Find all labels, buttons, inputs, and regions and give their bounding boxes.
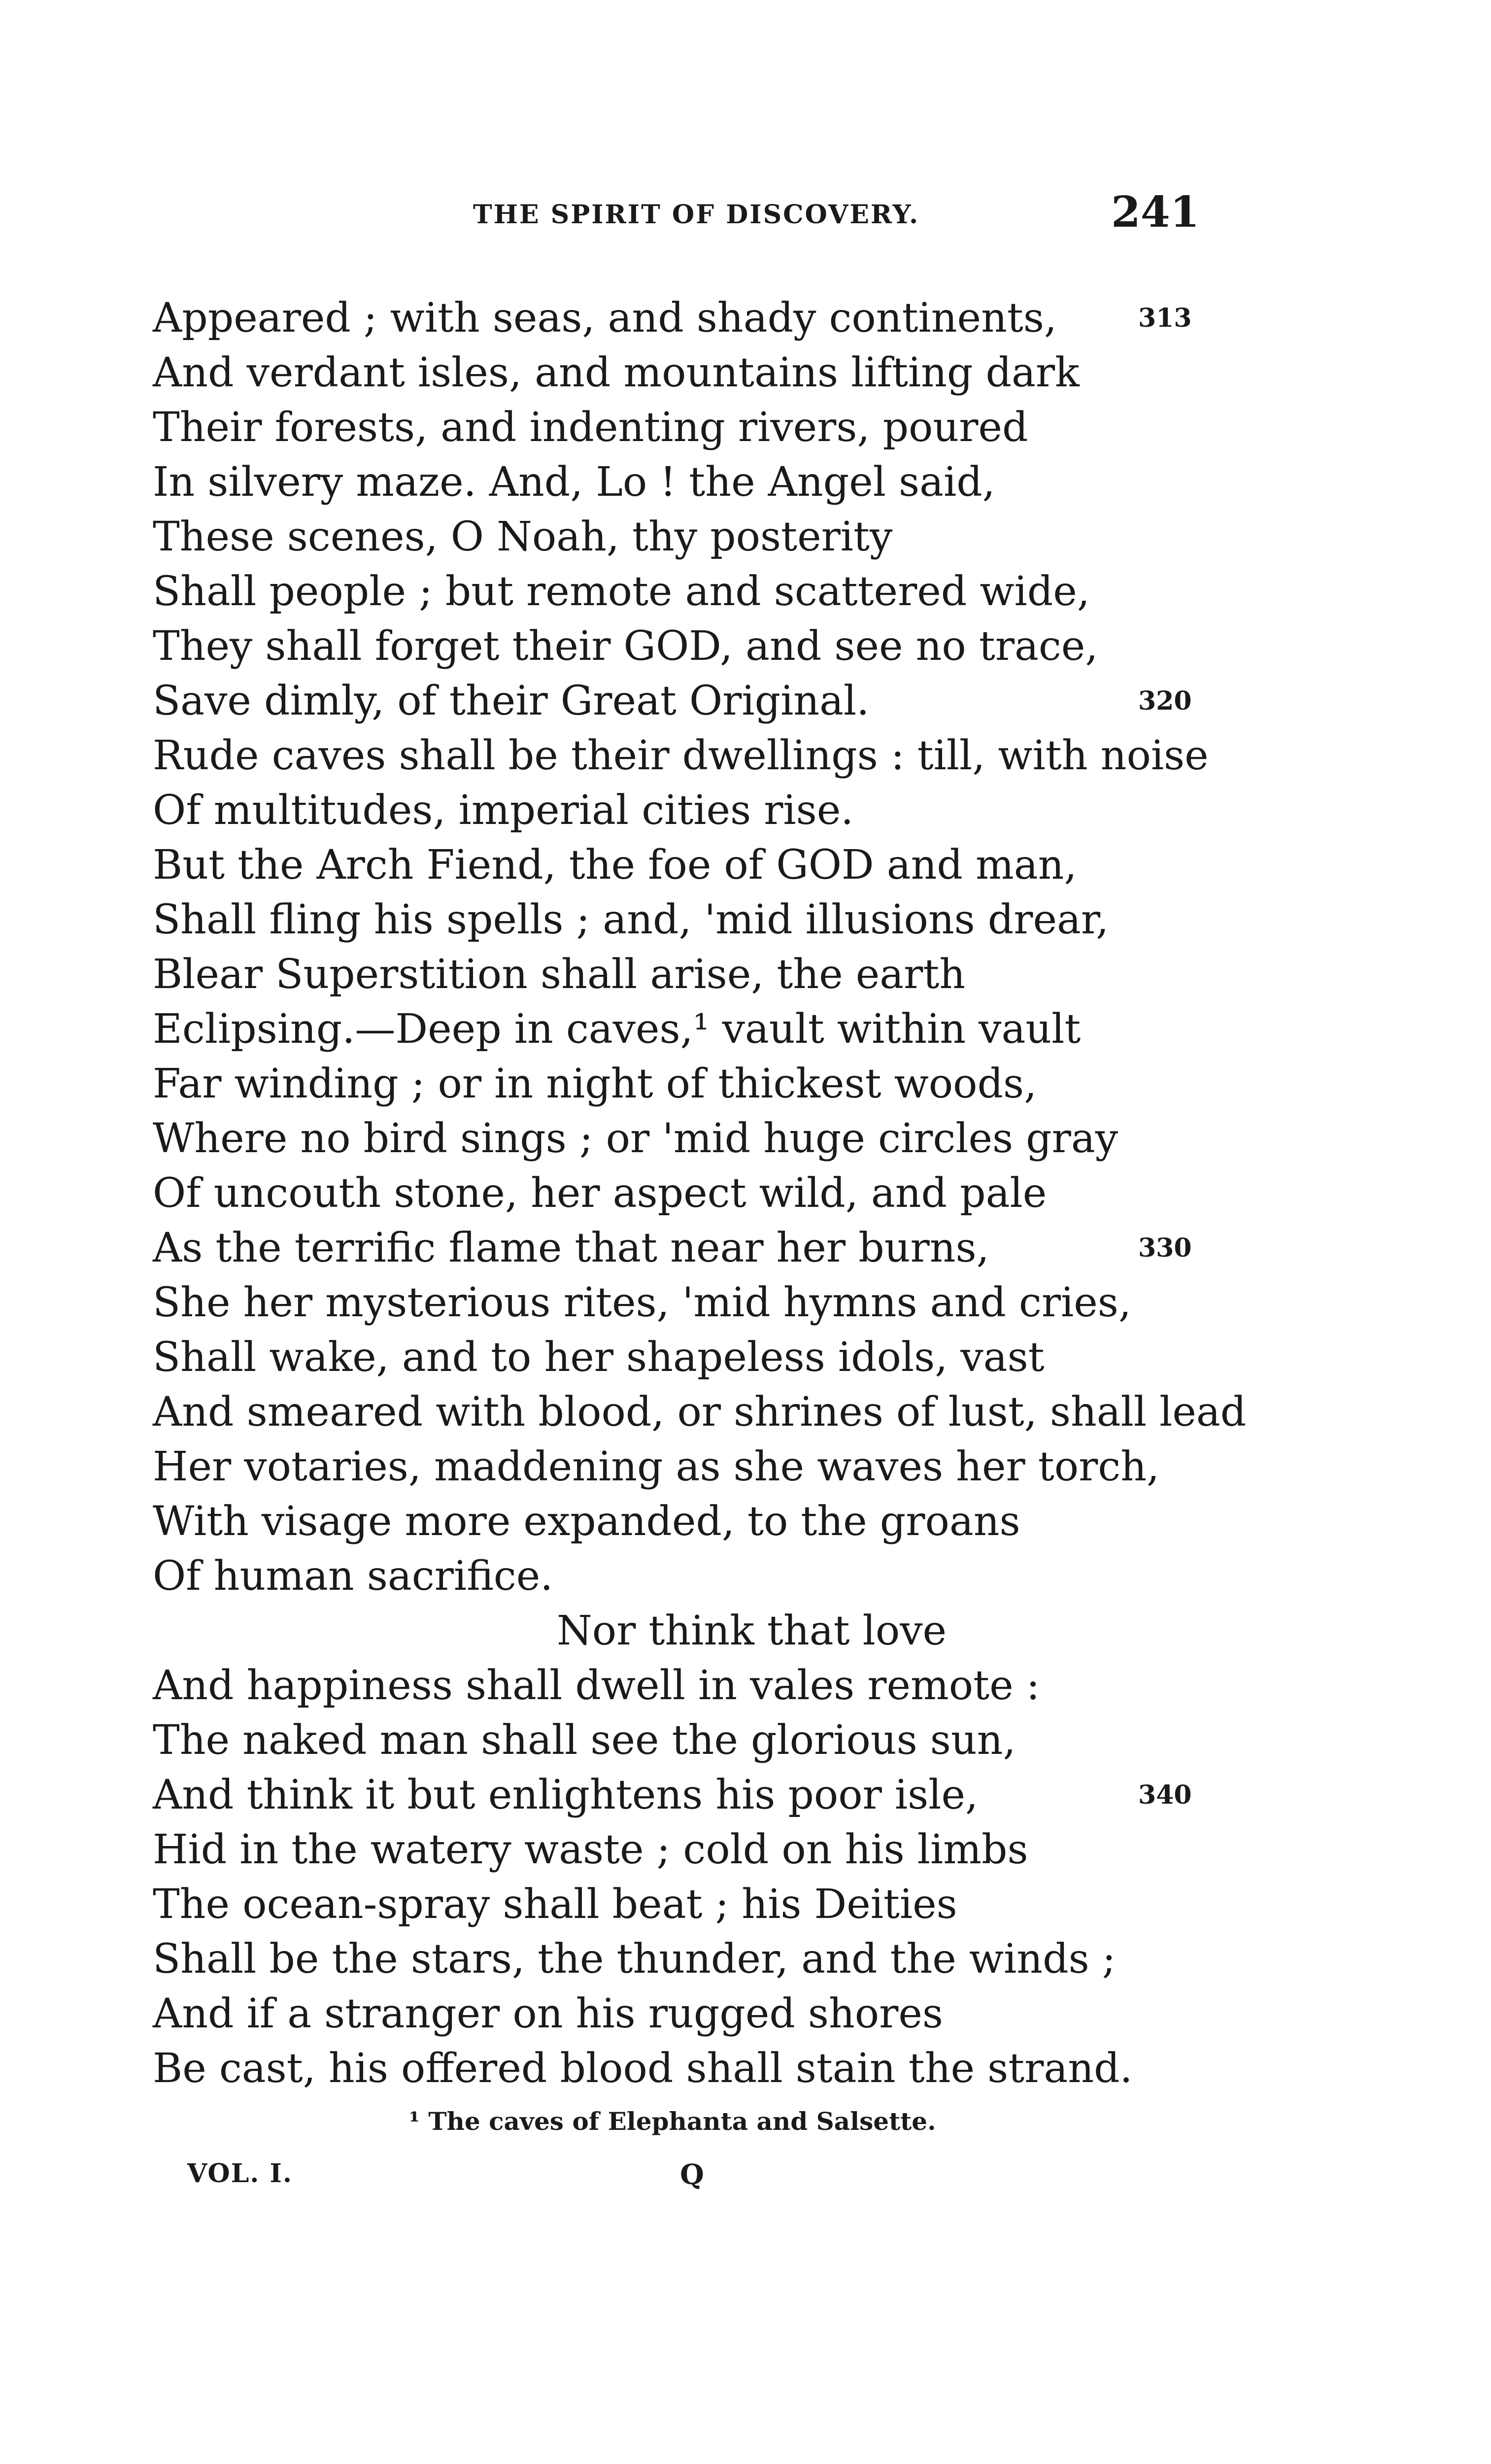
poem-line-text: Be cast, his offered blood shall stain the strand. [153,2045,1133,2092]
poem-line [153,1822,1335,1877]
poem-line-text: With visage more expanded, to the groans [153,1498,1020,1545]
poem-line [153,291,1335,345]
poem-line [153,1330,1335,1385]
poem-line [153,1604,1335,1658]
poem-line-text: Eclipsing.—Deep in caves,¹ vault within vault [153,1006,1081,1053]
poem-line-text: The naked man shall see the glorious sun, [153,1717,1016,1764]
poem-line [153,1221,1335,1275]
poem-line-text: Shall wake, and to her shapeless idols, vast [153,1334,1045,1381]
poem-line-text: Far winding ; or in night of thickest woods, [153,1061,1037,1107]
poem-line-text: And smeared with blood, or shrines of lust, shall lead [153,1389,1247,1436]
poem-line-text: Nor think that love [557,1608,947,1654]
poem-line-text: In silvery maze. And, Lo ! the Angel said, [153,459,995,506]
poem-line [153,1986,1335,2041]
poem-line [153,1549,1335,1604]
signature-mark: Q [680,2158,704,2191]
poem-line [153,728,1335,783]
poem-line-text: And if a stranger on his rugged shores [153,1990,943,2037]
poem-line-text: They shall forget their GOD, and see no trace, [153,623,1098,670]
poem-line-text: Save dimly, of their Great Original. [153,678,870,724]
poem-line [153,947,1335,1002]
poem-line [153,1166,1335,1221]
poem-line [153,2041,1335,2096]
poem-line-text: Of multitudes, imperial cities rise. [153,787,854,834]
poem-line-text: Of human sacrifice. [153,1553,553,1600]
poem-line [153,1002,1335,1057]
poem-line-text: As the terrific flame that near her burns, [153,1225,989,1271]
poem-line [153,400,1335,455]
poem-line [153,1932,1335,1986]
poem-line-text: Their forests, and indenting rivers, poured [153,404,1028,451]
poem-line [153,1111,1335,1166]
poem-line-text: The ocean-spray shall beat ; his Deities [153,1881,957,1928]
poem-line-text: Shall fling his spells ; and, 'mid illusions drear, [153,896,1109,943]
poem-line [153,1275,1335,1330]
poem-line [153,1057,1335,1111]
poem-line [153,619,1335,674]
poem-line-text: And think it but enlightens his poor isle, [153,1772,979,1818]
poem-line [153,1385,1335,1439]
poem-line-text: Shall people ; but remote and scattered wide, [153,568,1090,615]
page-number: 241 [1111,187,1200,237]
poem-line [153,674,1335,728]
poem-line [153,1494,1335,1549]
poem-line-text: But the Arch Fiend, the foe of GOD and man, [153,842,1077,889]
poem-line-text: Hid in the watery waste ; cold on his limbs [153,1826,1028,1873]
poem-line [153,1439,1335,1494]
poem-line-text: Rude caves shall be their dwellings : till, with noise [153,732,1209,779]
footnote: ¹ The caves of Elephanta and Salsette. [409,2107,936,2136]
poem-line [153,1877,1335,1932]
poem-line [153,1713,1335,1768]
poem-line-text: And verdant isles, and mountains lifting dark [153,349,1080,396]
poem-line-text: Where no bird sings ; or 'mid huge circles gray [153,1115,1118,1162]
poem-body [153,291,1335,2096]
line-number: 330 [1138,1233,1192,1263]
running-title: THE SPIRIT OF DISCOVERY. [473,200,920,230]
poem-line-text: Shall be the stars, the thunder, and the winds ; [153,1936,1116,1983]
poem-line-text: Blear Superstition shall arise, the earth [153,951,966,998]
line-number: 313 [1138,303,1192,333]
line-number: 340 [1138,1780,1192,1810]
poem-line [153,1768,1335,1822]
poem-line [153,892,1335,947]
poem-line [153,510,1335,564]
line-number: 320 [1138,686,1192,716]
poem-line-text: She her mysterious rites, 'mid hymns and cries, [153,1279,1131,1326]
poem-line [153,838,1335,892]
poem-line [153,564,1335,619]
poem-line [153,455,1335,510]
poem-line [153,345,1335,400]
poem-line-text: These scenes, O Noah, thy posterity [153,513,893,560]
poem-line-text: And happiness shall dwell in vales remote : [153,1662,1040,1709]
poem-line-text: Of uncouth stone, her aspect wild, and pale [153,1170,1047,1217]
volume-signature: VOL. I. [187,2158,293,2189]
poem-line [153,1658,1335,1713]
poem-line-text: Appeared ; with seas, and shady continents, [153,295,1057,342]
poem-line [153,783,1335,838]
poem-line-text: Her votaries, maddening as she waves her torch, [153,1443,1160,1490]
